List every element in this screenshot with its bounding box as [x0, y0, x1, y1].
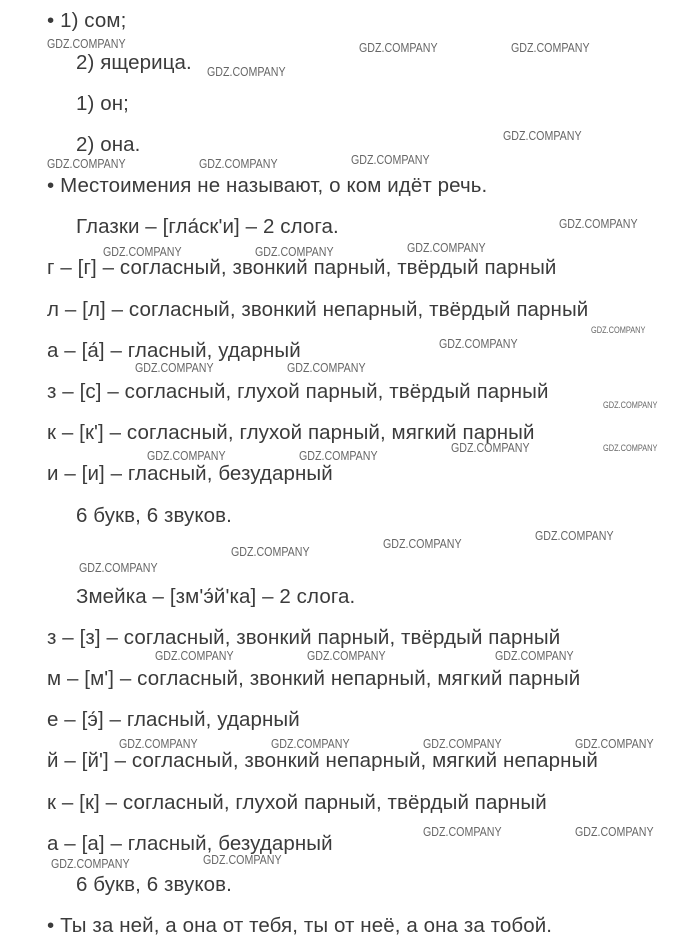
watermark: GDZ.COMPANY: [271, 736, 350, 751]
text-line: м – [м'] – согласный, звонкий непарный, мягкий парный: [47, 667, 581, 690]
watermark: GDZ.COMPANY: [559, 216, 638, 231]
watermark: GDZ.COMPANY: [299, 448, 378, 463]
text-line: 2) ящерица.: [76, 51, 192, 74]
watermark: GDZ.COMPANY: [47, 156, 126, 171]
watermark: GDZ.COMPANY: [199, 156, 278, 171]
text-line: з – [с] – согласный, глухой парный, твёрдый парный: [47, 380, 549, 403]
watermark: GDZ.COMPANY: [495, 648, 574, 663]
watermark: GDZ.COMPANY: [287, 360, 366, 375]
watermark: GDZ.COMPANY: [51, 856, 130, 871]
text-line: 6 букв, 6 звуков.: [76, 504, 232, 527]
text-line: 2) она.: [76, 133, 141, 156]
watermark: GDZ.COMPANY: [351, 152, 430, 167]
watermark: GDZ.COMPANY: [591, 325, 646, 335]
watermark: GDZ.COMPANY: [603, 400, 658, 410]
watermark: GDZ.COMPANY: [575, 824, 654, 839]
watermark: GDZ.COMPANY: [511, 40, 590, 55]
watermark: GDZ.COMPANY: [535, 528, 614, 543]
text-line: 6 букв, 6 звуков.: [76, 873, 232, 896]
watermark: GDZ.COMPANY: [103, 244, 182, 259]
watermark: GDZ.COMPANY: [359, 40, 438, 55]
text-line: Змейка – [зм'э́й'ка] – 2 слога.: [76, 585, 356, 608]
watermark: GDZ.COMPANY: [155, 648, 234, 663]
text-line: а – [а́] – гласный, ударный: [47, 339, 301, 362]
text-line: и – [и] – гласный, безударный: [47, 462, 333, 485]
text-line: к – [к'] – согласный, глухой парный, мягкий парный: [47, 421, 535, 444]
watermark: GDZ.COMPANY: [119, 736, 198, 751]
watermark: GDZ.COMPANY: [307, 648, 386, 663]
text-line: з – [з] – согласный, звонкий парный, твёрдый парный: [47, 626, 561, 649]
watermark: GDZ.COMPANY: [423, 824, 502, 839]
text-line: Глазки – [гла́ск'и] – 2 слога.: [76, 215, 339, 238]
text-line: й – [й'] – согласный, звонкий непарный, мягкий непарный: [47, 749, 598, 772]
watermark: GDZ.COMPANY: [503, 128, 582, 143]
text-line: • 1) сом;: [47, 9, 127, 32]
text-line: а – [а] – гласный, безударный: [47, 832, 333, 855]
text-line: е – [э́] – гласный, ударный: [47, 708, 300, 731]
watermark: GDZ.COMPANY: [575, 736, 654, 751]
watermark: GDZ.COMPANY: [79, 560, 158, 575]
text-line: • Местоимения не называют, о ком идёт речь.: [47, 174, 488, 197]
text-line: к – [к] – согласный, глухой парный, твёрдый парный: [47, 791, 547, 814]
text-line: 1) он;: [76, 92, 129, 115]
watermark: GDZ.COMPANY: [203, 852, 282, 867]
watermark: GDZ.COMPANY: [451, 440, 530, 455]
watermark: GDZ.COMPANY: [207, 64, 286, 79]
watermark: GDZ.COMPANY: [407, 240, 486, 255]
text-line: л – [л] – согласный, звонкий непарный, твёрдый парный: [47, 298, 589, 321]
watermark: GDZ.COMPANY: [47, 36, 126, 51]
watermark: GDZ.COMPANY: [147, 448, 226, 463]
watermark: GDZ.COMPANY: [255, 244, 334, 259]
text-line: г – [г] – согласный, звонкий парный, твёрдый парный: [47, 256, 557, 279]
watermark: GDZ.COMPANY: [423, 736, 502, 751]
text-line: • Ты за ней, а она от тебя, ты от неё, а она за тобой.: [47, 914, 553, 937]
watermark: GDZ.COMPANY: [383, 536, 462, 551]
watermark: GDZ.COMPANY: [231, 544, 310, 559]
watermark: GDZ.COMPANY: [135, 360, 214, 375]
watermark: GDZ.COMPANY: [603, 443, 658, 453]
watermark: GDZ.COMPANY: [439, 336, 518, 351]
